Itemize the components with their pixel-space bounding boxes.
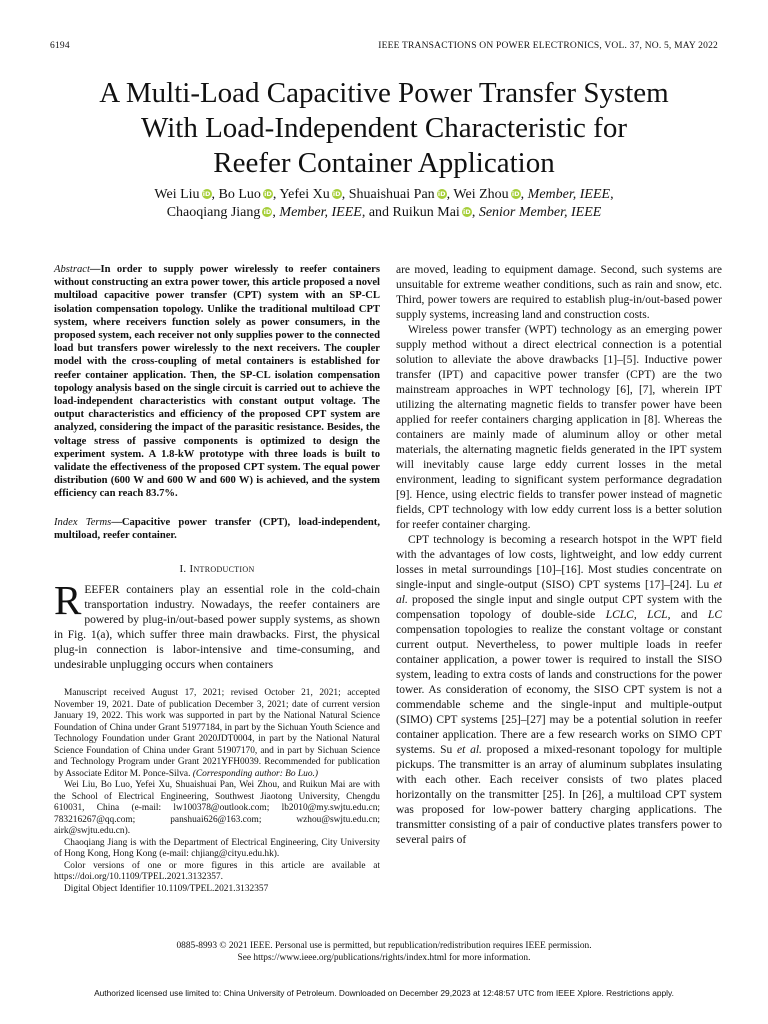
license-notice: Authorized licensed use limited to: China University of Petroleum. Downloaded on December 29,2023 at 12:48:57 UTC from IEEE Xplore. Restrictions apply. [94, 988, 674, 998]
author-membership: Member, IEEE [527, 187, 611, 202]
body-paragraph: CPT technology is becoming a research hotspot in the WPT field with the advantages of low costs, lightweight, and low eddy current losses in metal surroundings [10]–[16]. Most studies concentrate on single-input and single-output (SISO) CPT systems [17]–[24]. Lu et al. proposed the single input and single output CPT system with the compensation topology of double-side LCLC, LCL, and LC compensation topologies to realize the constant voltage or constant current output. Nevertheless, to power multiple loads in reefer container application, a power tower is required to install the SISO system, leading to extra costs of lands and constructions for the power tower. As consideration of economy, the SISO CPT system is not a commendable scheme and the single-input and multiple-output (SIMO) CPT systems [25]–[27] may be a potential solution in reefer container application. There are a few research works on SIMO CPT systems. Su et al. proposed a mixed-resonant topology for multiple pickups. The transmitter is an array of aluminum subplates insulating with each other. Each receiver consists of two plates placed horizontally on the transmitter [25]. In [26], a multiload CPT system was proposed for low-power battery charging applications. The transmitter consisting of a pair of conductive plates transfers power to several pairs of [396, 534, 722, 846]
index-terms-lead: Index Terms [54, 517, 112, 528]
corresponding-author: (Corresponding author: Bo Luo.) [192, 768, 318, 779]
orcid-icon[interactable]: iD [264, 190, 272, 198]
abstract-text: —In order to supply power wirelessly to reefer containers without constructing an extra power tower, this article proposed a novel multiload capacitive power transfer (CPT) system with an SP-CL isolation compensation topology. Unlike the traditional multiload CPT system, where receivers function solely as power consumers, in the proposed system, each receiver not only supplies power to the connected load but transfers power wirelessly to the next receivers. The coupler model with the cross-coupling of metal containers is established for reefer container application. Then, the SP-CL isolation compensation topology analysis based on the single circuit is carried out to achieve the load-independent characteristics with constant output voltage. The output characteristics and efficiency of the proposed CPT system are analyzed, considering the impact of the parasitic resistance. Besides, the voltage stress of passive components is optimized to design the experiment system. A 1.8-kW prototype with three loads is built to validate the effectiveness of the proposed CPT system. The equal power distribution (600 W and 600 W and 600 W) is achieved, and the system efficiency can reach 83.7%. [54, 264, 380, 500]
section-title: Introduction [189, 563, 255, 575]
section-heading [54, 563, 380, 575]
author-name: Yefei Xu [279, 187, 330, 202]
author-name: Bo Luo [218, 187, 261, 202]
author-list [60, 186, 708, 222]
author-name: Chaoqiang Jiang [166, 205, 261, 220]
title-line-1: A Multi-Load Capacitive Power Transfer System [99, 77, 669, 109]
author-line-2: Chaoqiang Jiang iD, Member, IEEE, and Ruikun Mai iD, Senior Member, IEEE [166, 205, 602, 220]
orcid-icon[interactable]: iD [202, 190, 211, 198]
body-paragraph: are moved, leading to equipment damage. Second, such systems are unsuitable for extreme weather conditions, such as rain and snow, etc. Third, power towers are required to establish plug-in/out-based power supply systems, increasing land and construction costs. [396, 264, 722, 321]
intro-text: EEFER containers play an essential role in the cold-chain transportation industry. Nowadays, the reefer containers are powered by plug-in/out-based power supply systems, as shown in Fig. 1(a), which suffer three main drawbacks. First, the physical plug-in connection is labor-intensive and time-consuming, and undesirable unplugging occurs when containers [54, 584, 380, 671]
orcid-icon[interactable]: iD [437, 190, 446, 198]
right-column-body [396, 263, 722, 848]
copyright-line-1: 0885-8993 © 2021 IEEE. Personal use is permitted, but republication/redistribution requires IEEE permission. [176, 941, 592, 951]
journal-header: IEEE TRANSACTIONS ON POWER ELECTRONICS, VOL. 37, NO. 5, MAY 2022 [378, 41, 718, 51]
body-paragraph: Wireless power transfer (WPT) technology as an emerging power supply method without a direct electrical connection is a potential solution to alleviate the above drawbacks [1]–[5]. Inductive power transfer (IPT) and capacitive power transfer (CPT) are the two mainstream approaches in WPT technology [6], [7], wherein IPT utilizing the alternating magnetic fields to transfer power have been applied for reefer containers charging application in [8]. Whereas the containers are mainly made of aluminum alloy or other metal materials, the alternating magnetic fields generated in the IPT system will inevitably cause large eddy current losses in the metal environment, leading to significant system performance degradation [9]. Hence, using electric fields to transfer power instead of magnetic fields, CPT technology with low eddy current loss is a better solution for reefer container charging. [396, 324, 722, 531]
author-membership: Senior Member, IEEE [478, 205, 602, 220]
author-membership: Member, IEEE [279, 205, 362, 220]
index-terms-text: —Capacitive power transfer (CPT), load-independent, multiload, reefer container. [54, 517, 380, 542]
orcid-icon[interactable]: iD [332, 190, 341, 198]
page-number: 6194 [50, 41, 70, 51]
copyright-notice [60, 940, 708, 964]
title-line-2: With Load-Independent Characteristic for [141, 112, 627, 144]
footnote-color-versions: Color versions of one or more figures in this article are available at https://doi.org/10.1109/TPEL.2021.3132357. [54, 860, 380, 882]
index-terms [54, 516, 380, 542]
abstract-lead: Abstract [54, 264, 90, 275]
author-conjunction: and [368, 205, 390, 220]
footnote-doi: Digital Object Identifier 10.1109/TPEL.2021.3132357 [64, 883, 269, 894]
footnote-affiliation: Chaoqiang Jiang is with the Department of Electrical Engineering, City University of Hong Kong, Hong Kong (e-mail: chjiang@cityu.edu.hk). [54, 837, 380, 859]
author-line-1: Wei Liu iD, Bo Luo iD, Yefei Xu iD, Shuaishuai Pan iD, Wei Zhou iD, Member, IEEE, [154, 187, 614, 202]
orcid-icon[interactable]: iD [511, 190, 520, 198]
orcid-icon[interactable]: iD [463, 208, 471, 216]
orcid-icon[interactable]: iD [263, 208, 272, 216]
footnotes [54, 688, 380, 895]
intro-paragraph [54, 577, 380, 673]
author-name: Wei Liu [154, 187, 200, 202]
section-numeral: I. [179, 563, 187, 575]
title-line-3: Reefer Container Application [213, 147, 555, 179]
author-name: Ruikun Mai [392, 205, 460, 220]
paper-title [60, 76, 708, 181]
footnote-affiliation: Wei Liu, Bo Luo, Yefei Xu, Shuaishuai Pan, Wei Zhou, and Ruikun Mai are with the School of Electrical Engineering, Southwest Jiaotong University, Chengdu 610031, China (e-mail: lw100378@outlook.com; lb2010@my.swjtu.edu.cn; 783216267@qq.com; panshuai626@163.com; wzhou@swjtu.edu.cn; airk@swjtu.edu.cn). [54, 780, 380, 836]
author-name: Wei Zhou [453, 187, 509, 202]
abstract [54, 263, 380, 501]
author-name: Shuaishuai Pan [348, 187, 435, 202]
drop-cap: R [54, 577, 82, 623]
footnote-manuscript: Manuscript received August 17, 2021; revised October 21, 2021; accepted November 19, 2021. Date of publication December 3, 2021; date of current version January 19, 2022. This work was supported in part by the National Natural Science Foundation of China under Grant 51977184, in part by the Sichuan Youth Science and Technology Foundation under Grant 2020JDT0004, in part by the National Natural Science Foundation of China under Grant 51907170, and in part by Sichuan Science and Technology Program under Grant 2021YFH0039. Recommended for publication by Associate Editor M. Ponce-Silva. (Corresponding author: Bo Luo.) [54, 688, 380, 779]
copyright-line-2: See https://www.ieee.org/publications/rights/index.html for more information. [237, 953, 531, 963]
